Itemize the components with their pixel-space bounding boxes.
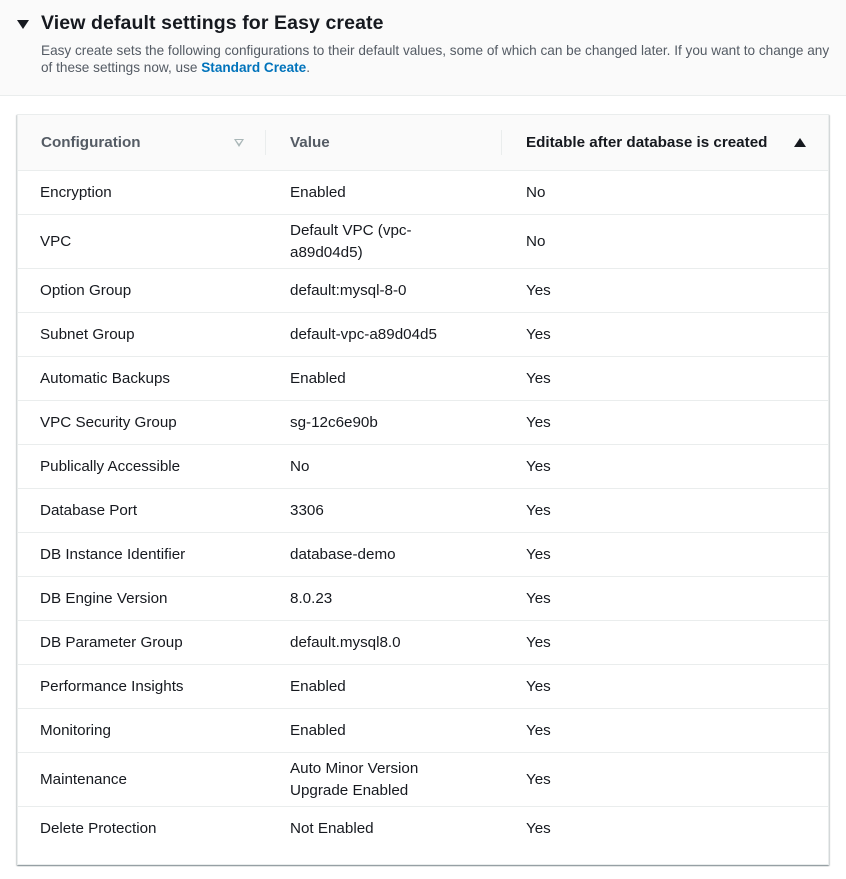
cell-configuration: Delete Protection bbox=[40, 819, 157, 837]
column-header-label: Configuration bbox=[41, 134, 141, 151]
cell-value: Not Enabled bbox=[290, 819, 374, 837]
cell-configuration: DB Engine Version bbox=[40, 589, 168, 607]
settings-table bbox=[18, 115, 828, 851]
cell-value: No bbox=[290, 457, 310, 475]
cell-configuration: Option Group bbox=[40, 281, 132, 299]
cell-editable: No bbox=[526, 183, 546, 201]
cell-editable: Yes bbox=[526, 819, 551, 837]
cell-configuration: VPC Security Group bbox=[40, 413, 177, 431]
cell-configuration: DB Parameter Group bbox=[40, 633, 183, 651]
default-settings-table bbox=[17, 114, 829, 865]
cell-configuration: Monitoring bbox=[40, 721, 111, 739]
easy-create-defaults-expander bbox=[0, 0, 846, 96]
cell-editable: Yes bbox=[526, 281, 551, 299]
cell-editable: Yes bbox=[526, 545, 551, 563]
sort-up-icon[interactable] bbox=[794, 138, 806, 147]
caret-down-icon[interactable] bbox=[17, 20, 29, 29]
table-row bbox=[18, 171, 828, 215]
cell-configuration: Database Port bbox=[40, 501, 138, 519]
cell-editable: Yes bbox=[526, 501, 551, 519]
cell-value: Enabled bbox=[290, 183, 346, 201]
column-header-label: Editable after database is created bbox=[526, 134, 768, 151]
description-prefix: Easy create sets the following configurations to their default values, some of which can be changed later. If you want to change any of these settings now, use bbox=[41, 43, 830, 75]
cell-value: database-demo bbox=[290, 545, 396, 563]
cell-editable: Yes bbox=[526, 325, 551, 343]
cell-value: Enabled bbox=[290, 369, 346, 387]
column-header-editable[interactable] bbox=[502, 115, 828, 171]
cell-configuration: Automatic Backups bbox=[40, 369, 170, 387]
table-row bbox=[18, 215, 828, 269]
cell-editable: Yes bbox=[526, 770, 551, 788]
table-body bbox=[18, 171, 828, 851]
table-row bbox=[18, 753, 828, 807]
cell-configuration: Performance Insights bbox=[40, 677, 184, 695]
cell-value: 8.0.23 bbox=[290, 589, 333, 607]
cell-value: 3306 bbox=[290, 501, 324, 519]
cell-value: Enabled bbox=[290, 721, 346, 739]
table-row bbox=[18, 807, 828, 851]
cell-value: default.mysql8.0 bbox=[290, 633, 401, 651]
cell-configuration: DB Instance Identifier bbox=[40, 545, 186, 563]
cell-editable: Yes bbox=[526, 677, 551, 695]
table-row bbox=[18, 401, 828, 445]
table-row bbox=[18, 665, 828, 709]
cell-configuration: VPC bbox=[40, 232, 72, 250]
table-row bbox=[18, 621, 828, 665]
cell-editable: Yes bbox=[526, 413, 551, 431]
table-row bbox=[18, 269, 828, 313]
cell-value: Enabled bbox=[290, 677, 346, 695]
table-row bbox=[18, 357, 828, 401]
table-row bbox=[18, 709, 828, 753]
cell-configuration: Maintenance bbox=[40, 770, 127, 788]
cell-configuration: Subnet Group bbox=[40, 325, 135, 343]
cell-editable: Yes bbox=[526, 633, 551, 651]
table-header-row bbox=[18, 115, 828, 171]
expander-title[interactable]: View default settings for Easy create bbox=[41, 12, 384, 34]
expander-description bbox=[41, 42, 831, 76]
cell-configuration: Publically Accessible bbox=[40, 457, 181, 475]
column-header-value bbox=[266, 115, 502, 171]
cell-value: default:mysql-8-0 bbox=[290, 281, 407, 299]
cell-editable: No bbox=[526, 232, 546, 250]
cell-value: default-vpc-a89d04d5 bbox=[290, 325, 437, 343]
cell-configuration: Encryption bbox=[40, 183, 112, 201]
cell-editable: Yes bbox=[526, 457, 551, 475]
table-row bbox=[18, 489, 828, 533]
table-row bbox=[18, 577, 828, 621]
sort-down-icon[interactable] bbox=[234, 139, 244, 147]
table-row bbox=[18, 533, 828, 577]
column-header-configuration[interactable] bbox=[18, 115, 266, 171]
standard-create-link[interactable]: Standard Create bbox=[201, 60, 307, 75]
cell-value: sg-12c6e90b bbox=[290, 413, 378, 431]
cell-editable: Yes bbox=[526, 589, 551, 607]
description-suffix: . bbox=[306, 60, 311, 75]
cell-value: Default VPC (vpc-a89d04d5) bbox=[290, 221, 412, 261]
table-row bbox=[18, 445, 828, 489]
cell-editable: Yes bbox=[526, 721, 551, 739]
cell-editable: Yes bbox=[526, 369, 551, 387]
table-row bbox=[18, 313, 828, 357]
column-header-label: Value bbox=[290, 134, 330, 151]
expander-toggle[interactable] bbox=[17, 12, 384, 35]
cell-value: Auto Minor Version Upgrade Enabled bbox=[290, 759, 419, 799]
